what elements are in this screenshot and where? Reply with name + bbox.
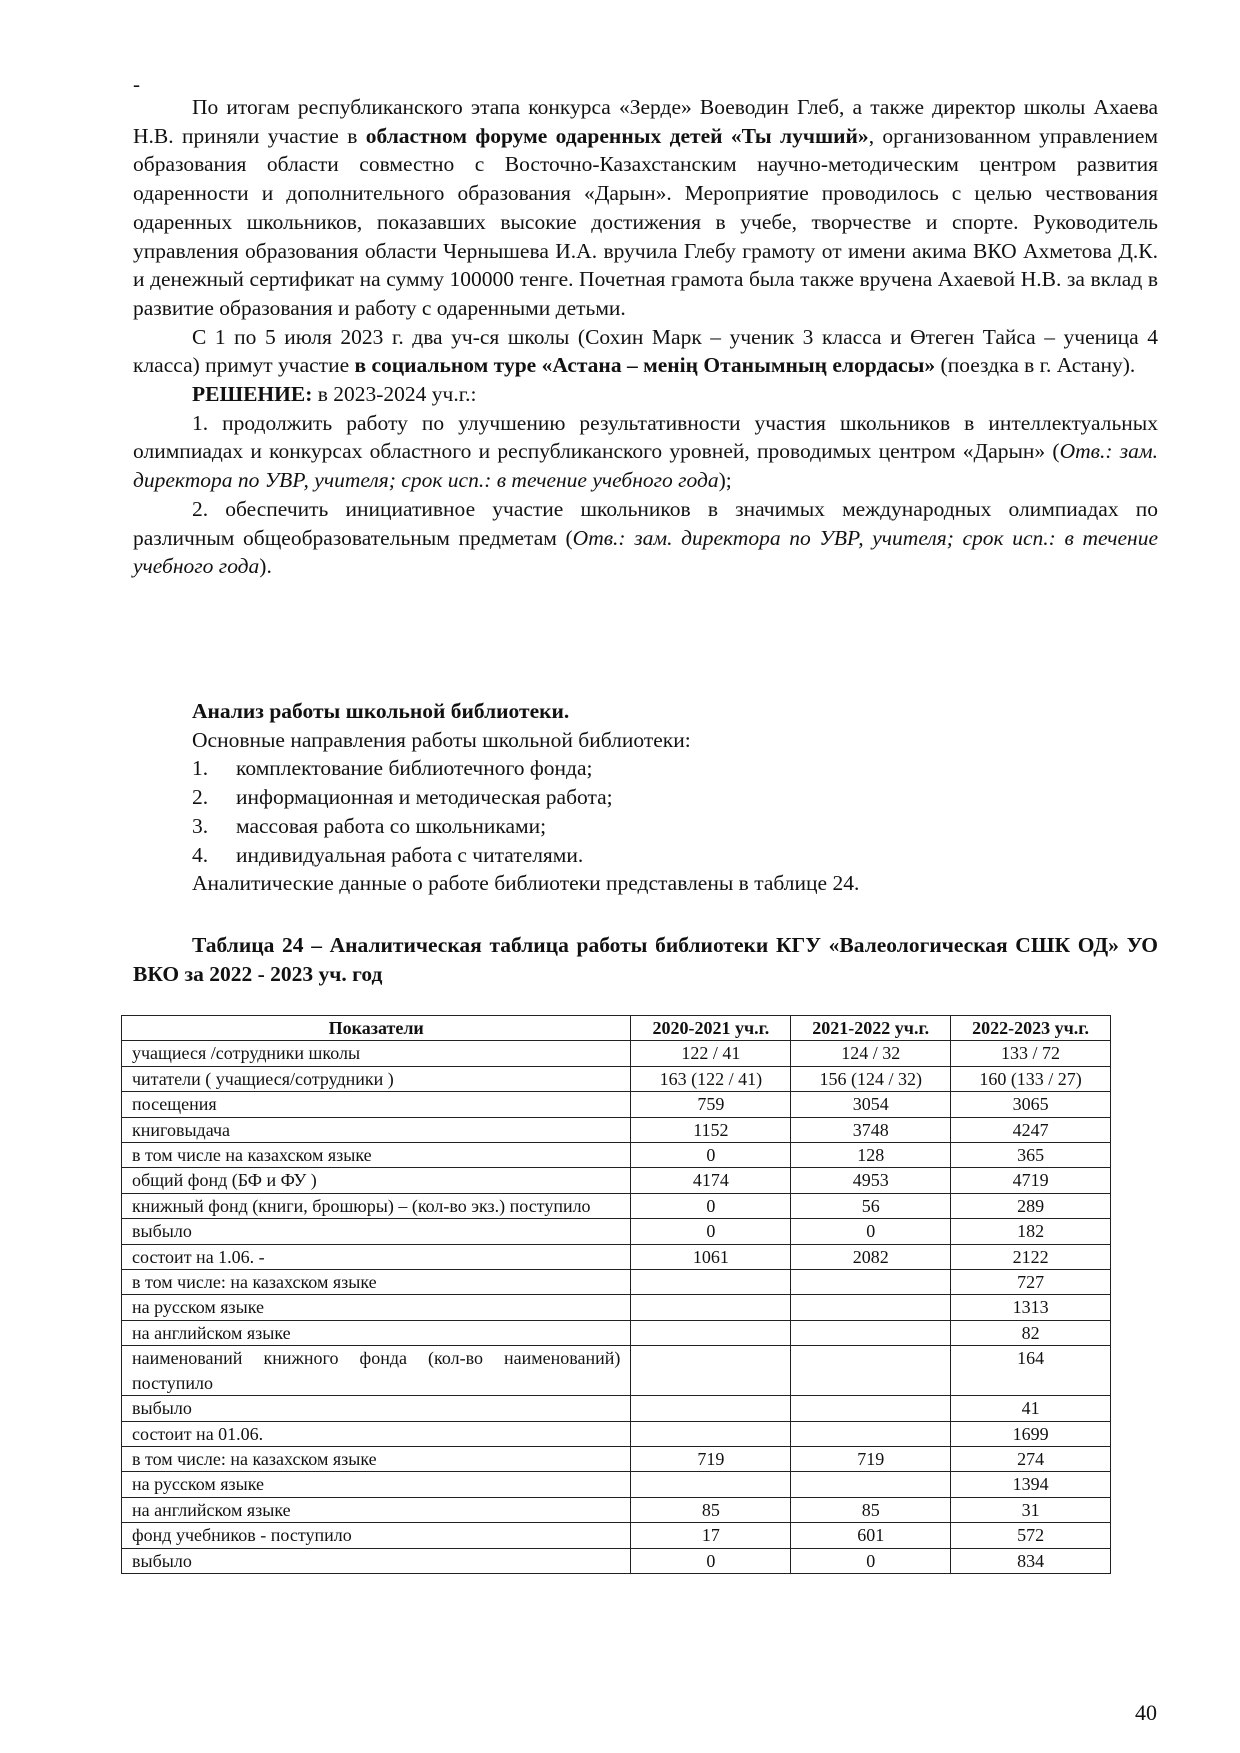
table-cell-value: 601 [791,1523,951,1548]
table-row-label: учащиеся /сотрудники школы [122,1041,631,1066]
body-text [133,93,1158,581]
decision-item-2-responsible: Отв.: зам. директора по УВР, учителя; срок исп.: в течение учебного года [133,525,1158,579]
table-cell-value: 85 [631,1497,791,1522]
table-row-label: на английском языке [122,1497,631,1522]
table-row [122,1066,1111,1091]
table-header-cell: Показатели [122,1016,631,1041]
table-cell-value: 0 [631,1548,791,1573]
decision-item-2 [133,495,1158,581]
table-cell-value: 0 [631,1193,791,1218]
table-cell-value [791,1270,951,1295]
decision-item-1-text: 1. продолжить работу по улучшению результативности участия школьников в интеллектуальных олимпиадах и конкурсах областного и республиканского уровней, проводимых центром «Дарын» ( [133,410,1158,464]
table-row-label: общий фонд (БФ и ФУ ) [122,1168,631,1193]
table-cell-value [791,1295,951,1320]
table-cell-value [631,1346,791,1396]
table-caption-block [133,931,1158,988]
table-cell-value: 3065 [951,1092,1111,1117]
table-cell-value: 1699 [951,1421,1111,1446]
table-row-label: читатели ( учащиеся/сотрудники ) [122,1066,631,1091]
table-caption: Таблица 24 – Аналитическая таблица работы библиотеки КГУ «Валеологическая СШК ОД» УО ВКО за 2022 - 2023 уч. год [133,933,1158,986]
table-row-label: в том числе на казахском языке [122,1143,631,1168]
table-cell-value: 572 [951,1523,1111,1548]
table-header-cell: 2021-2022 уч.г. [791,1016,951,1041]
decision-label: РЕШЕНИЕ: [192,382,313,407]
table-row-label: на русском языке [122,1472,631,1497]
decision-item-2-text: 2. обеспечить инициативное участие школьников в значимых международных олимпиадах по различным общеобразовательным предметам ( [133,496,1158,550]
table-row-label: состоит на 1.06. - [122,1244,631,1269]
table-cell-value [791,1320,951,1345]
table-cell-value: 156 (124 / 32) [791,1066,951,1091]
table-cell-value [791,1346,951,1396]
table-cell-value [631,1270,791,1295]
library-table [121,1015,1111,1574]
table-row [122,1143,1111,1168]
table-cell-value: 2082 [791,1244,951,1269]
library-section [133,697,1158,898]
table-cell-value: 31 [951,1497,1111,1522]
table-cell-value [631,1421,791,1446]
table-cell-value [791,1472,951,1497]
paragraph-forum-bold: областном форуме одаренных детей «Ты лучший» [365,123,869,148]
table-cell-value: 182 [951,1219,1111,1244]
table-row [122,1548,1111,1573]
table-row [122,1219,1111,1244]
table-cell-value [631,1472,791,1497]
table-row-label: состоит на 01.06. [122,1421,631,1446]
table-cell-value: 274 [951,1446,1111,1471]
table-row [122,1523,1111,1548]
table-row [122,1270,1111,1295]
table-row [122,1295,1111,1320]
list-item [133,754,1158,783]
list-item-number: 3. [192,813,209,838]
table-header-cell: 2020-2021 уч.г. [631,1016,791,1041]
table-row-label: в том числе: на казахском языке [122,1270,631,1295]
table-cell-value: 719 [791,1446,951,1471]
table-cell-value: 759 [631,1092,791,1117]
list-item-text: комплектование библиотечного фонда; [236,756,593,781]
list-item-number: 1. [192,756,209,781]
table-row-label: в том числе: на казахском языке [122,1446,631,1471]
table-cell-value: 56 [791,1193,951,1218]
list-item-text: индивидуальная работа с читателями. [236,842,584,867]
table-row [122,1497,1111,1522]
table-row [122,1346,1111,1396]
library-title: Анализ работы школьной библиотеки. [192,699,570,723]
paragraph-forum-text-c: , организованном управлением образования области совместно с Восточно-Казахстанским научно-методическим центром развития одаренности и дополнительного образования «Дарын». Мероприятие проводилось с целью чествования одаренных школьников, показавших высокие достижения в учебе, творчестве и спорте. Руководитель управления образования области Чернышева И.А. вручила Глебу грамоту от имени акима ВКО Ахметова Д.К. и денежный сертификат на сумму 100000 тенге. Почетная грамота была также вручена Ахаевой Н.В. за вклад в развитие образования и работу с одаренными детьми. [133,123,1159,320]
table-row-label: выбыло [122,1219,631,1244]
paragraph-forum [133,93,1158,323]
table-cell-value: 82 [951,1320,1111,1345]
table-cell-value [791,1421,951,1446]
table-cell-value: 133 / 72 [951,1041,1111,1066]
table-row [122,1092,1111,1117]
table-row [122,1320,1111,1345]
table-cell-value: 727 [951,1270,1111,1295]
decision-item-2-end: ). [259,554,272,579]
decision-item-1 [133,409,1158,495]
table-cell-value: 0 [631,1219,791,1244]
table-cell-value: 122 / 41 [631,1041,791,1066]
table-row-label: выбыло [122,1396,631,1421]
paragraph-forum-text-a: По итогам республиканского этапа конкурса «Зерде» Воеводин Глеб, а также директор школы Ахаева Н.В. приняли участие в [133,95,1158,148]
table-cell-value [631,1295,791,1320]
decision-text: в 2023-2024 уч.г.: [312,382,477,407]
table-row [122,1193,1111,1218]
table-row-label: посещения [122,1092,631,1117]
table-cell-value: 3748 [791,1117,951,1142]
table-cell-value: 4953 [791,1168,951,1193]
table-row-label: книжный фонд (книги, брошюры) – (кол-во экз.) поступило [122,1193,631,1218]
table-cell-value: 41 [951,1396,1111,1421]
paragraph-tour-bold: в социальном туре «Астана – менің Отанымның елордасы» [354,353,936,378]
table-cell-value: 124 / 32 [791,1041,951,1066]
table-cell-value: 0 [791,1219,951,1244]
table-cell-value: 164 [951,1346,1111,1396]
list-item-number: 2. [192,785,209,810]
library-outro: Аналитические данные о работе библиотеки представлены в таблице 24. [192,871,860,896]
table-row-label: на английском языке [122,1320,631,1345]
table-row [122,1421,1111,1446]
table-cell-value: 163 (122 / 41) [631,1066,791,1091]
leading-dash: - [133,72,140,96]
table-cell-value: 160 (133 / 27) [951,1066,1111,1091]
table-cell-value: 1394 [951,1472,1111,1497]
table-row [122,1117,1111,1142]
table-cell-value [631,1396,791,1421]
decision-item-1-responsible: Отв.: зам. директора по УВР, учителя; срок исп.: в течение учебного года [133,439,1158,493]
table-header-cell: 2022-2023 уч.г. [951,1016,1111,1041]
paragraph-tour [133,323,1158,380]
page-number: 40 [1135,1700,1157,1725]
table-cell-value: 1061 [631,1244,791,1269]
table-row [122,1244,1111,1269]
list-item [133,783,1158,812]
table-row [122,1041,1111,1066]
table-cell-value: 17 [631,1523,791,1548]
table-cell-value: 4247 [951,1117,1111,1142]
decision-item-1-end: ); [718,468,732,493]
table-cell-value: 85 [791,1497,951,1522]
table-cell-value: 1152 [631,1117,791,1142]
list-item-number: 4. [192,842,209,867]
list-item [133,812,1158,841]
table-cell-value: 4174 [631,1168,791,1193]
table-row [122,1168,1111,1193]
table-cell-value [791,1396,951,1421]
table-cell-value: 1313 [951,1295,1111,1320]
paragraph-tour-text-a: С 1 по 5 июля 2023 г. два уч-ся школы (Сохин Марк – ученик 3 класса и Өтеген Тайса – ученица 4 класса) примут участие [133,324,1158,378]
table-cell-value: 289 [951,1193,1111,1218]
paragraph-tour-text-c: (поездка в г. Астану). [935,353,1136,378]
table-cell-value: 365 [951,1143,1111,1168]
library-intro: Основные направления работы школьной библиотеки: [192,727,691,752]
table-cell-value: 719 [631,1446,791,1471]
table-cell-value: 3054 [791,1092,951,1117]
list-item [133,841,1158,870]
table-cell-value: 2122 [951,1244,1111,1269]
table-row [122,1472,1111,1497]
list-item-text: массовая работа со школьниками; [236,813,547,838]
table-row-label: выбыло [122,1548,631,1573]
table-row-label: наименований книжного фонда (кол-во наименований) поступило [122,1346,631,1396]
table-row [122,1396,1111,1421]
table-row-label: на русском языке [122,1295,631,1320]
table-row [122,1446,1111,1471]
list-item-text: информационная и методическая работа; [236,785,613,810]
table-header-row [122,1016,1111,1041]
table-cell-value: 0 [631,1143,791,1168]
table-cell-value [631,1320,791,1345]
table-cell-value: 834 [951,1548,1111,1573]
decision-heading [133,380,1158,409]
table-row-label: фонд учебников - поступило [122,1523,631,1548]
table-cell-value: 4719 [951,1168,1111,1193]
table-cell-value: 128 [791,1143,951,1168]
table-body [122,1041,1111,1574]
table-row-label: книговыдача [122,1117,631,1142]
table-cell-value: 0 [791,1548,951,1573]
